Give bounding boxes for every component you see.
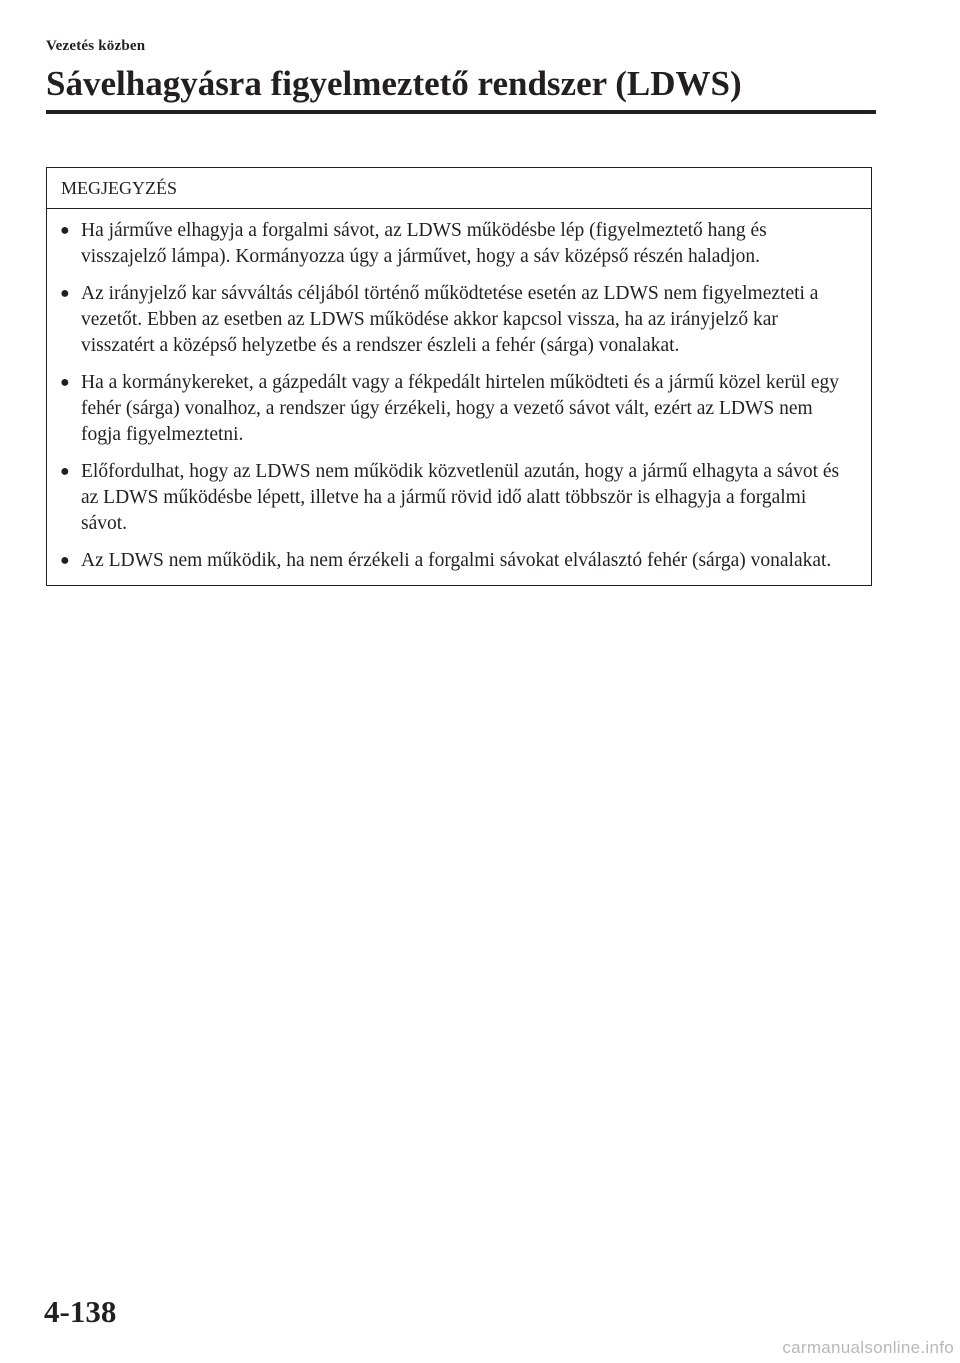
- bullet-icon: ●: [60, 222, 70, 239]
- note-item: [47, 218, 855, 270]
- note-item: [47, 370, 855, 448]
- note-item-text: Előfordulhat, hogy az LDWS nem működik közvetlenül azután, hogy a jármű elhagyta a sávot és az LDWS működésbe lépett, illetve ha a jármű rövid idő alatt többször is elhagyja a forgalmi sávot.: [81, 461, 840, 534]
- note-list: [47, 209, 871, 585]
- note-item-text: Ha járműve elhagyja a forgalmi sávot, az LDWS működésbe lép (figyelmeztető hang és visszajelző lámpa). Kormányozza úgy a járművet, hogy a sáv középső részén haladjon.: [81, 220, 767, 267]
- bullet-icon: ●: [60, 463, 70, 480]
- page-title: Sávelhagyásra figyelmeztető rendszer (LDWS): [46, 64, 742, 103]
- bullet-icon: ●: [60, 552, 70, 569]
- note-box: [46, 167, 872, 586]
- note-item-text: Ha a kormánykereket, a gázpedált vagy a fékpedált hirtelen működteti és a jármű közel kerül egy fehér (sárga) vonalhoz, a rendszer úgy érzékeli, hogy a vezető sávot vált, ezért az LDWS nem fogja figyelmeztetni.: [81, 372, 840, 445]
- note-item-text: Az irányjelző kar sávváltás céljából történő működtetése esetén az LDWS nem figyelmezteti a vezetőt. Ebben az esetben az LDWS működése akkor kapcsol vissza, ha az irányjelző kar visszatért a középső helyzetbe és a rendszer észleli a fehér (sárga) vonalakat.: [81, 283, 819, 356]
- note-heading: MEGJEGYZÉS: [47, 168, 871, 209]
- page-number: 4-138: [44, 1294, 117, 1329]
- note-item: [47, 548, 855, 574]
- section-label: Vezetés közben: [46, 38, 146, 54]
- bullet-icon: ●: [60, 374, 70, 391]
- note-item: [47, 281, 855, 359]
- watermark: carmanualsonline.info: [782, 1338, 954, 1357]
- note-item: [47, 459, 855, 537]
- bullet-icon: ●: [60, 285, 70, 302]
- note-item-text: Az LDWS nem működik, ha nem érzékeli a forgalmi sávokat elválasztó fehér (sárga) vonalakat.: [81, 550, 832, 571]
- title-rule: [46, 110, 876, 114]
